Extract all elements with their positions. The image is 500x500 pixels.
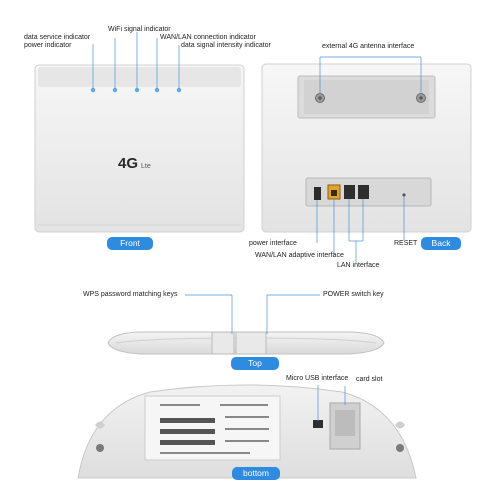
back-view [262, 57, 471, 263]
label-wan-lan-connection-indicator: WAN/LAN connection indicator [160, 34, 256, 41]
label-wan-lan-adaptive-interface: WAN/LAN adaptive interface [255, 252, 344, 259]
label-power-switch-key: POWER switch key [323, 291, 384, 298]
front-router-body [35, 65, 244, 232]
label-external-antenna-interface: external 4G antenna interface [322, 43, 415, 50]
view-title-bottom: bottom [232, 467, 280, 480]
label-lan-interface: LAN interface [337, 262, 380, 269]
power-port-icon [314, 187, 321, 200]
view-title-top: Top [231, 357, 279, 370]
label-power-interface: power interface [249, 240, 297, 247]
label-data-service-indicator: data service indicator [24, 34, 91, 41]
barcode-3-icon [160, 440, 215, 445]
lan-port-1-icon [344, 185, 355, 199]
wifi-led-icon [135, 88, 139, 92]
screw-right-icon [396, 444, 404, 452]
label-wps-keys: WPS password matching keys [83, 291, 178, 298]
lan-port-2-icon [358, 185, 369, 199]
signal-led-icon [177, 88, 181, 92]
screw-left-icon [96, 444, 104, 452]
reset-hole-icon [402, 193, 405, 196]
power-led-icon [91, 88, 95, 92]
top-view [108, 295, 384, 354]
view-title-back: Back [421, 237, 461, 250]
label-wifi-signal-indicator: WiFi signal indicator [108, 26, 171, 33]
wps-key-icon [212, 332, 234, 354]
label-power-indicator: power indicator [24, 42, 72, 49]
label-card-slot: card slot [356, 376, 383, 383]
barcode-1-icon [160, 418, 215, 423]
label-micro-usb-interface: Micro USB interface [286, 375, 349, 382]
label-reset: RESET [394, 240, 418, 247]
top-leaders [185, 295, 320, 334]
view-title-front: Front [107, 237, 153, 250]
front-top-bezel [38, 67, 241, 87]
front-view [35, 32, 244, 232]
barcode-2-icon [160, 429, 215, 434]
label-data-signal-intensity-indicator: data signal intensity indicator [181, 42, 271, 49]
front-logo-lte: Lte [141, 163, 151, 170]
data-service-led-icon [113, 88, 117, 92]
micro-usb-port-icon [313, 420, 323, 428]
bottom-view [78, 385, 416, 478]
wan-lan-led-icon [155, 88, 159, 92]
power-switch-key-icon [236, 332, 266, 354]
foot-right-icon [395, 422, 405, 429]
front-logo-4g: 4G [118, 155, 139, 172]
